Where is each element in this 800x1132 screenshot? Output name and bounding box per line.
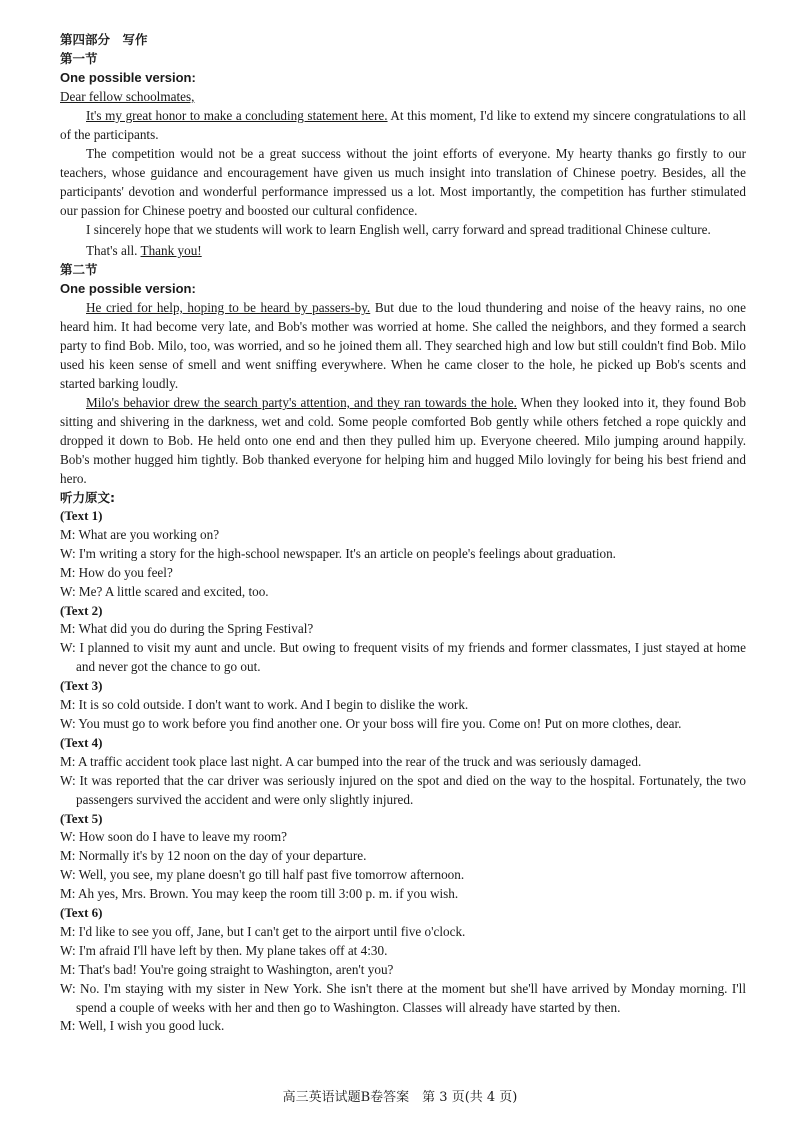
listening-title: 听力原文:	[60, 490, 115, 505]
letter-paragraph-1: It's my great honor to make a concluding statement here. At this moment, I'd like to extend my sincere congratulations to all of the participants.	[60, 108, 747, 142]
story-paragraph-1: He cried for help, hoping to be heard by passers-by. But due to the loud thundering and noise of the heavy rains, no one heard him. It had become very late, and Bob's mother was worried at home. She called the neighbors, and they formed a search party to find Bob. Milo, too, was worried, and so he joined them all. They searched high and low but still couldn't find Bob. Milo used his keen sense of smell and went sniffing everywhere. When he came closer to the hole, he picked up Bob's scents and started barking loudly.	[60, 300, 746, 391]
story-given-sentence-1: He cried for help, hoping to be heard by passers-by.	[86, 300, 371, 315]
transcript-line: W: No. I'm staying with my sister in New York. She isn't there at the moment but she'll have arrived by Monday morning. I'll spend a couple of weeks with her and then go to Washington. Classes will already have started by then.	[60, 980, 746, 1015]
transcript-line: M: How do you feel?	[60, 564, 173, 580]
section1-version-label: One possible version:	[60, 70, 196, 85]
transcript-text-label: (Text 3)	[60, 678, 103, 694]
transcript-line: M: Ah yes, Mrs. Brown. You may keep the room till 3:00 p. m. if you wish.	[60, 886, 459, 902]
story-paragraph-2: Milo's behavior drew the search party's attention, and they ran towards the hole. When they looked into it, they found Bob sitting and shivering in the darkness, wet and cold. Some people comforted Bob gently while others fetched a rope quickly and dropped it down to Bob. He held onto one end and then they pulled him up. Everyone cheered. Milo jumping around happily. Bob's mother hugged him tightly. Bob thanked everyone for helping him and hugged Milo lovingly for being his best friend and hero.	[60, 395, 746, 486]
transcript-line: W: It was reported that the car driver was seriously injured on the spot and died on the way to the hospital. Fortunately, the two passengers survived the accident and were only slightly injured.	[60, 772, 746, 807]
transcript-line: M: It is so cold outside. I don't want to work. And I begin to dislike the work.	[60, 697, 469, 713]
part-title: 第四部分 写作	[60, 32, 148, 47]
transcript-line: W: How soon do I have to leave my room?	[60, 829, 287, 845]
section1-title: 第一节	[60, 51, 98, 66]
transcript-line: M: Well, I wish you good luck.	[60, 1018, 225, 1034]
transcript-line: W: I'm writing a story for the high-school newspaper. It's an article on people's feelings about graduation.	[60, 545, 616, 561]
letter-topic-sentence: It's my great honor to make a concluding statement here.	[86, 108, 388, 123]
page-footer: 高三英语试题B卷答案 第 3 页(共 4 页)	[282, 1090, 518, 1105]
section2-version-label: One possible version:	[60, 281, 196, 296]
answer-page	[60, 30, 746, 1036]
transcript-line: W: I planned to visit my aunt and uncle. But owing to frequent visits of my friends and former classmates, I just stayed at home and never got the chance to go out.	[60, 640, 746, 675]
letter-closing: That's all. Thank you!	[86, 243, 202, 258]
transcript-text-label: (Text 5)	[60, 810, 103, 826]
transcript-line: M: That's bad! You're going straight to Washington, aren't you?	[60, 961, 394, 977]
transcript-text-label: (Text 4)	[60, 734, 103, 750]
transcript-line: M: What are you working on?	[60, 526, 220, 542]
transcript-line: W: You must go to work before you find another one. Or your boss will fire you. Come on! Put on more clothes, dear.	[60, 715, 682, 731]
letter-paragraph-3: I sincerely hope that we students will work to learn English well, carry forward and spread traditional Chinese culture.	[86, 222, 711, 237]
story-given-sentence-2: Milo's behavior drew the search party's attention, and they ran towards the hole.	[86, 395, 517, 410]
transcript-line: W: Me? A little scared and excited, too.	[60, 583, 269, 599]
letter-paragraph-2: The competition would not be a great success without the joint efforts of everyone. My hearty thanks go firstly to our teachers, whose guidance and encouragement have given us much insight into translation of Chinese poetry. Besides, all the participants' devotion and wonderful performance impressed us a lot. Most importantly, the competition has further stimulated our passion for Chinese poetry and boosted our cultural confidence.	[60, 146, 746, 218]
transcript-text-label: (Text 1)	[60, 508, 103, 523]
listening-transcript	[60, 507, 746, 1036]
transcript-line: M: A traffic accident took place last night. A car bumped into the rear of the truck and was seriously damaged.	[60, 753, 642, 769]
transcript-line: M: I'd like to see you off, Jane, but I can't get to the airport until five o'clock.	[60, 923, 466, 939]
transcript-line: W: Well, you see, my plane doesn't go till half past five tomorrow afternoon.	[60, 867, 465, 883]
transcript-text-label: (Text 2)	[60, 602, 103, 618]
letter-greeting: Dear fellow schoolmates,	[60, 89, 195, 104]
transcript-text-label: (Text 6)	[60, 905, 103, 921]
transcript-line: M: Normally it's by 12 noon on the day of your departure.	[60, 848, 367, 864]
transcript-line: M: What did you do during the Spring Festival?	[60, 621, 314, 637]
section2-title: 第二节	[60, 262, 98, 277]
transcript-line: W: I'm afraid I'll have left by then. My plane takes off at 4:30.	[60, 942, 388, 958]
